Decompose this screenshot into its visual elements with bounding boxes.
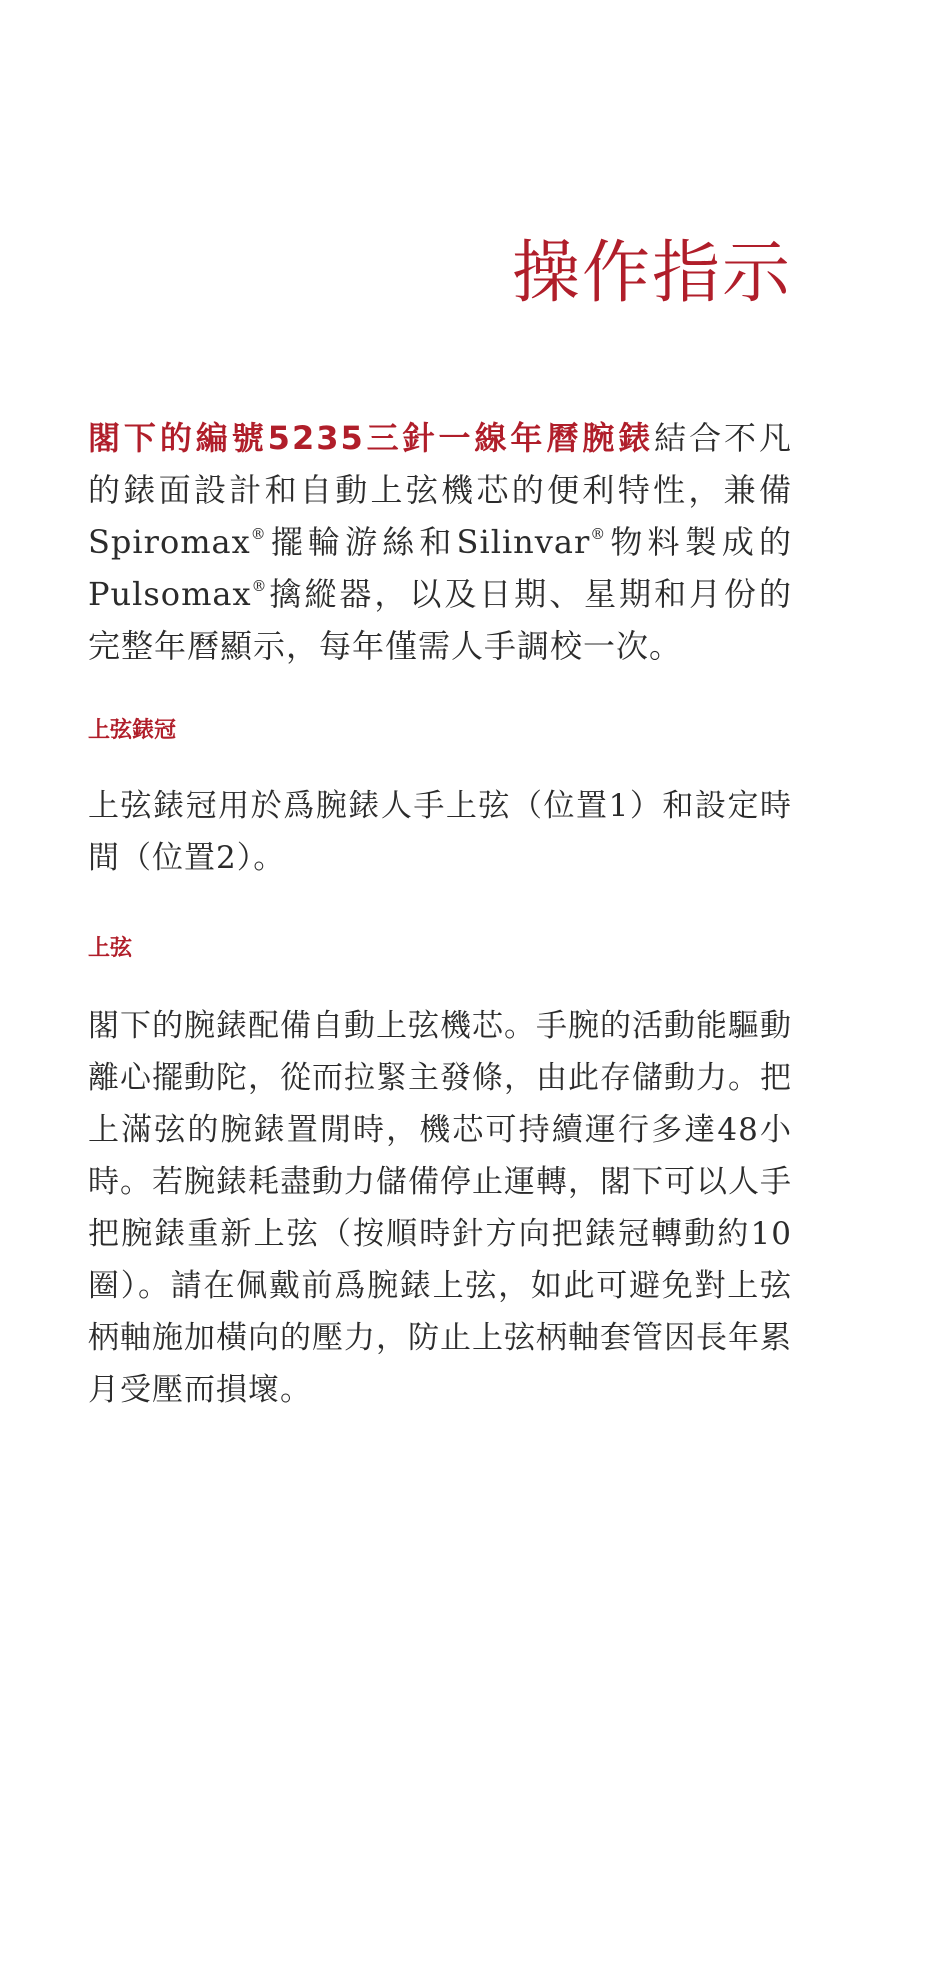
- intro-text-part4: 擒縱器，以及日期、星期和月份的完整年曆顯示，每年僅需人手調校一次。: [88, 575, 792, 665]
- intro-paragraph: [88, 412, 792, 672]
- registered-mark-2: ®: [590, 525, 607, 543]
- product-name: 閣下的編號5235三針一線年曆腕錶: [88, 419, 655, 457]
- registered-mark-1: ®: [250, 525, 267, 543]
- section-heading-winding-crown: 上弦錶冠: [88, 718, 177, 743]
- registered-mark-3: ®: [251, 577, 268, 595]
- page-title: 操作指示: [511, 234, 792, 313]
- section-heading-winding: 上弦: [88, 936, 133, 961]
- section-body-winding: 閣下的腕錶配備自動上弦機芯。手腕的活動能驅動離心擺動陀，從而拉緊主發條，由此存儲動力。把上滿弦的腕錶置閒時，機芯可持續運行多達48小時。若腕錶耗盡動力儲備停止運轉，閣下可以人手把腕錶重新上弦（按順時針方向把錶冠轉動約10圈）。請在佩戴前爲腕錶上弦，如此可避免對上弦柄軸施加橫向的壓力，防止上弦柄軸套管因長年累月受壓而損壞。: [88, 1008, 792, 1408]
- section-body-winding-crown: 上弦錶冠用於爲腕錶人手上弦（位置1）和設定時間（位置2）。: [88, 788, 792, 876]
- intro-text-part3: 物料製成的Pulsomax: [88, 523, 792, 613]
- intro-text-part2: 擺輪游絲和Silinvar: [266, 523, 591, 561]
- intro-text-part1: 結合不凡的錶面設計和自動上弦機芯的便利特性，兼備Spiromax: [88, 419, 792, 561]
